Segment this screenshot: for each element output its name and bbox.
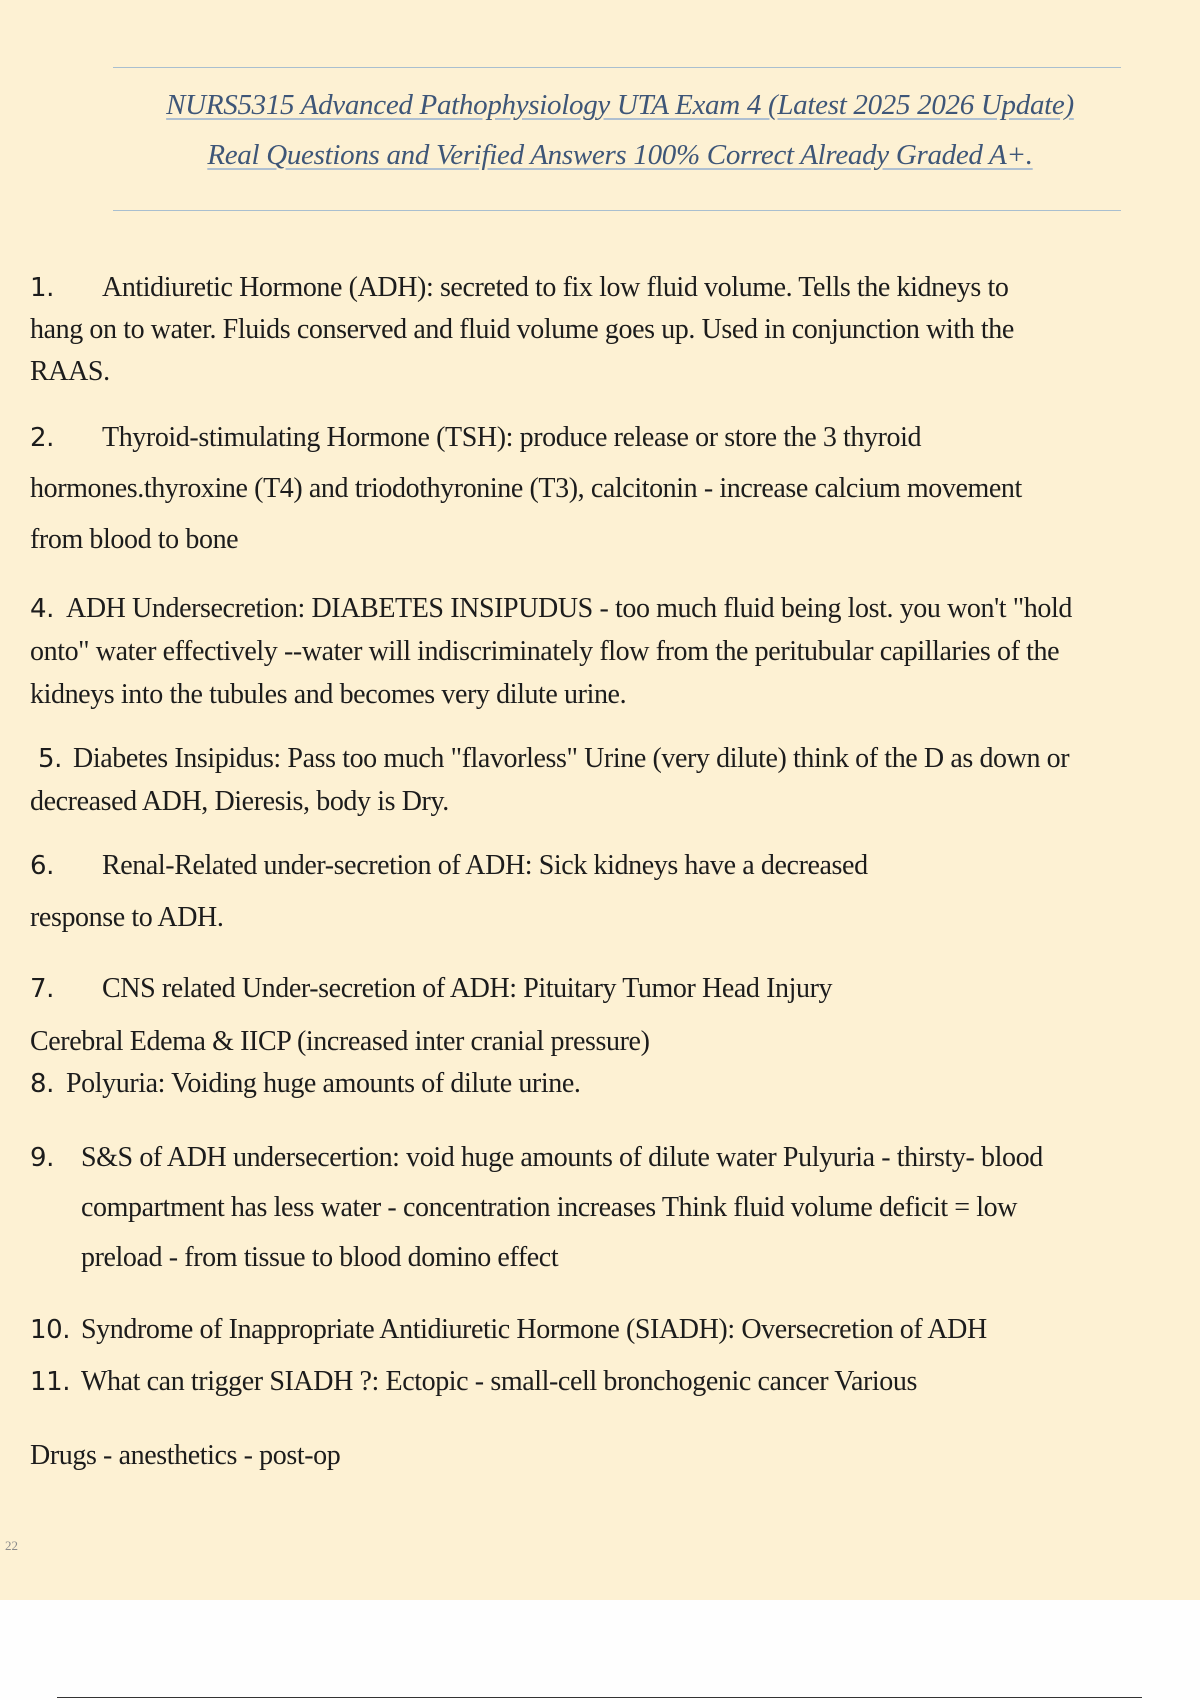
item-number: 11. [30,1367,71,1397]
item-text-line: S&S of ADH undersecertion: void huge amounts of dilute water Pulyuria - thirsty- blood [81,1142,1043,1173]
item-text-line: response to ADH. [30,902,224,933]
item-text-line: CNS related Under-secretion of ADH: Pituitary Tumor Head Injury [102,973,833,1004]
item-text-line: What can trigger SIADH ?: Ectopic - small-cell bronchogenic cancer Various [81,1366,917,1397]
item-number: 7. [30,974,55,1004]
item-number: 10. [30,1315,71,1345]
item-text-line: Cerebral Edema & IICP (increased inter cranial pressure) [30,1026,650,1057]
item-number: 2. [30,423,55,453]
item-text-line: Syndrome of Inappropriate Antidiuretic Hormone (SIADH): Oversecretion of ADH [81,1314,987,1345]
item-text-line: Diabetes Insipidus: Pass too much "flavorless" Urine (very dilute) think of the D as down or [73,743,1070,774]
footer-rule [57,1697,1142,1698]
item-text-line: Polyuria: Voiding huge amounts of dilute urine. [66,1068,581,1099]
item-text-line: Antidiuretic Hormone (ADH): secreted to fix low fluid volume. Tells the kidneys to [102,272,1009,303]
item-text-line: ADH Undersecretion: DIABETES INSIPUDUS - too much fluid being lost. you won't "hold [66,593,1072,624]
item-text-line: RAAS. [30,356,110,387]
item-text-line: decreased ADH, Dieresis, body is Dry. [30,786,449,817]
item-text-line: hang on to water. Fluids conserved and fluid volume goes up. Used in conjunction with the [30,314,1014,345]
item-number: 9. [30,1143,55,1173]
item-text-line: onto" water effectively --water will indiscriminately flow from the peritubular capillaries of the [30,636,1060,667]
item-number: 8. [30,1069,55,1099]
document-title-line-1: NURS5315 Advanced Pathophysiology UTA Exam 4 (Latest 2025 2026 Update) [166,89,1074,121]
item-text-line: Renal-Related under-secretion of ADH: Sick kidneys have a decreased [102,850,868,881]
item-text-line: compartment has less water - concentration increases Think fluid volume deficit = low [81,1192,1018,1223]
item-number: 5. [38,744,63,774]
item-text-line: Thyroid-stimulating Hormone (TSH): produce release or store the 3 thyroid [102,422,922,453]
item-text-line: hormones.thyroxine (T4) and triodothyronine (T3), calcitonin - increase calcium movement [30,473,1022,504]
page-number: 22 [5,1538,18,1553]
item-text-line: kidneys into the tubules and becomes very dilute urine. [30,679,627,710]
item-text-line: from blood to bone [30,524,239,555]
item-text-line: preload - from tissue to blood domino effect [81,1242,559,1273]
item-number: 4. [30,594,55,624]
document-title-line-2: Real Questions and Verified Answers 100% Correct Already Graded A+. [207,139,1033,171]
item-number: 1. [30,273,55,303]
item-number: 6. [30,851,55,881]
item-text-line: Drugs - anesthetics - post-op [30,1440,341,1471]
